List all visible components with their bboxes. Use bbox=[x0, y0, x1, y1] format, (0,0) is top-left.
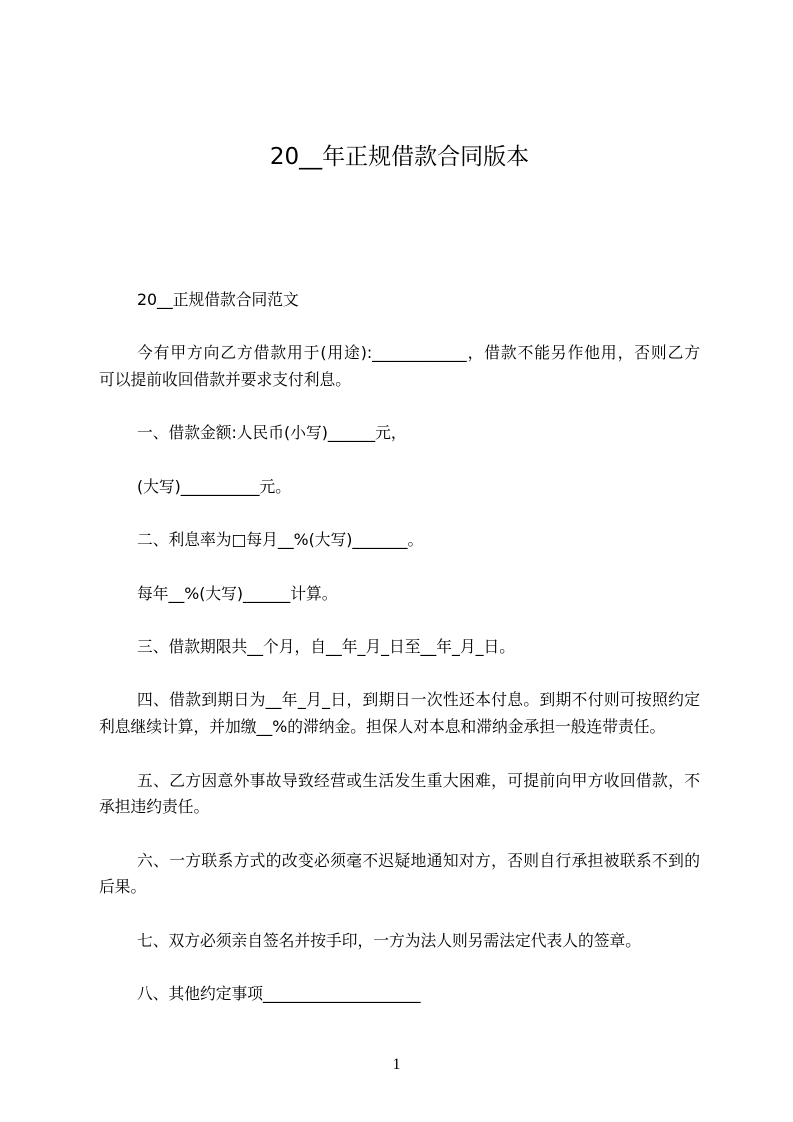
document-body bbox=[99, 287, 700, 1035]
text-line: 一、借款金额:人民币(小写)______元， bbox=[137, 423, 407, 443]
text-line: 后果。 bbox=[99, 877, 147, 897]
text-line: 承担违约责任。 bbox=[99, 797, 210, 817]
clause-loan-term bbox=[99, 634, 700, 661]
text-line: 每年__%(大写)______计算。 bbox=[137, 583, 338, 603]
text-line: 今有甲方向乙方借款用于(用途):____________，借款不能另作他用，否则乙方 bbox=[137, 343, 700, 363]
clause-repayment bbox=[99, 687, 700, 740]
text-line: 20__正规借款合同范文 bbox=[137, 289, 299, 309]
text-line: 可以提前收回借款并要求支付利息。 bbox=[99, 369, 351, 389]
clause-loan-amount bbox=[99, 420, 700, 447]
text-line: 五、乙方因意外事故导致经营或生活发生重大困难，可提前向甲方收回借款，不 bbox=[137, 770, 700, 790]
clause-force-majeure bbox=[99, 768, 700, 821]
page-number: 1 bbox=[392, 1056, 401, 1073]
text-line: 七、双方必须亲自签名并按手印，一方为法人则另需法定代表人的签章。 bbox=[137, 930, 641, 950]
text-line: 利息继续计算，并加缴__%的滞纳金。担保人对本息和滞纳金承担一般连带责任。 bbox=[99, 717, 666, 737]
preamble-paragraph bbox=[99, 340, 700, 393]
clause-annual-rate bbox=[99, 581, 700, 608]
text-line: 八、其他约定事项____________________ bbox=[137, 984, 421, 1004]
clause-interest-rate bbox=[99, 527, 700, 554]
document-subheading bbox=[99, 287, 700, 314]
document-title: 20__年正规借款合同版本 bbox=[269, 144, 530, 170]
clause-signature bbox=[99, 928, 700, 955]
clause-contact-change bbox=[99, 848, 700, 901]
clause-other-terms bbox=[99, 981, 700, 1008]
text-line: 六、一方联系方式的改变必须毫不迟疑地通知对方，否则自行承担被联系不到的 bbox=[137, 850, 700, 870]
clause-loan-amount-capital bbox=[99, 474, 700, 501]
text-line: 二、利息率为□每月__%(大写)_______。 bbox=[137, 530, 424, 550]
text-line: 四、借款到期日为__年_月_日，到期日一次性还本付息。到期不付则可按照约定 bbox=[137, 690, 700, 710]
text-line: (大写)__________元。 bbox=[137, 476, 292, 496]
text-line: 三、借款期限共__个月，自__年_月_日至__年_月_日。 bbox=[137, 636, 515, 656]
